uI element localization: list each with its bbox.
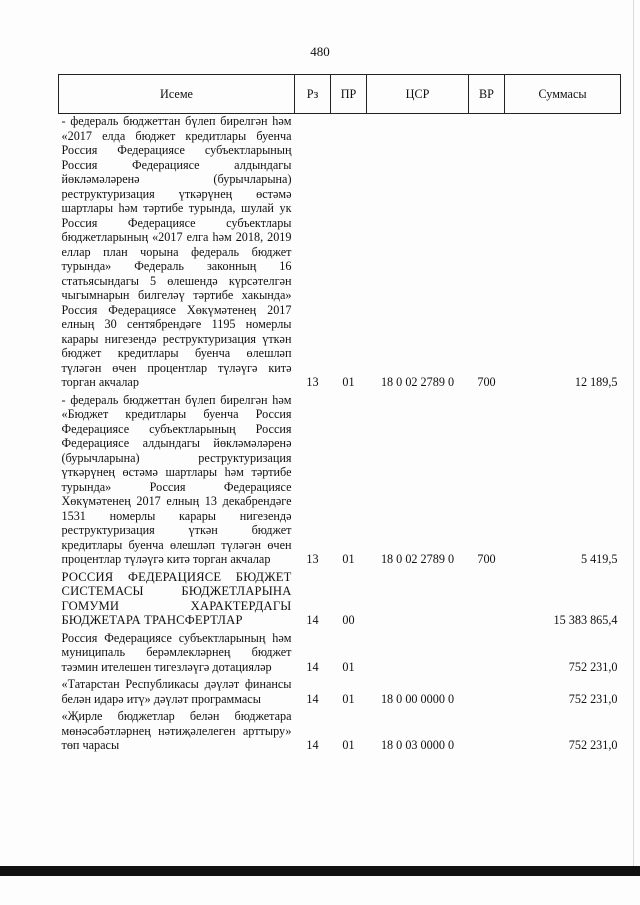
header-name: Исеме bbox=[59, 75, 295, 114]
row-sum: 752 231,0 bbox=[568, 659, 618, 674]
row-name: - федераль бюджеттан бүлеп бирелгән һәм «2017 елда бюджет кредитлары буенча Россия Федерациясе субъектларының Россия Федерациясе алдындагы йөкләмәләренә (бурычларына) реструктуризация үткәрүнең өстәмә шартлары һәм тәртибе турында, шулай ук Россия Федерациясе субъектлары бюджетларының «2017 елга һәм 2018, 2019 еллар план чорына федераль бюджет турында» Федераль законның 16 статьясындагы 5 өлешендә күрсәтелгән чыгымнарын билгеләү тәртибе хакында» Россия Федерациясе Хөкүмәтенең 2017 елның 30 сентябрендәге 1195 номерлы карары нигезендә реструктуризация үткән бюджет кредитлары буенча өлешләп түләгән өчен процентлар түләүгә китә торган акчалар bbox=[61, 114, 292, 389]
table-header-row bbox=[59, 75, 621, 114]
row-sum: 15 383 865,4 bbox=[553, 613, 618, 627]
header-rz: Рз bbox=[295, 75, 331, 114]
scan-bottom-bar bbox=[0, 866, 640, 876]
row-rz: 14 bbox=[306, 691, 319, 706]
row-pr: 00 bbox=[342, 613, 355, 627]
table-row bbox=[59, 567, 621, 628]
row-pr: 01 bbox=[342, 659, 355, 674]
row-pr: 01 bbox=[342, 552, 355, 566]
header-sum: Суммасы bbox=[505, 75, 621, 114]
row-pr: 01 bbox=[342, 738, 355, 752]
table-row bbox=[59, 628, 621, 675]
row-sum: 752 231,0 bbox=[568, 738, 618, 752]
row-sum: 12 189,5 bbox=[574, 375, 618, 389]
header-csr: ЦСР bbox=[367, 75, 469, 114]
row-csr: 18 0 02 2789 0 bbox=[380, 552, 455, 566]
row-vr bbox=[469, 706, 505, 753]
scan-edge-line bbox=[633, 0, 634, 866]
row-csr: 18 0 00 0000 0 bbox=[380, 691, 455, 706]
row-vr bbox=[469, 628, 505, 675]
row-csr bbox=[367, 567, 469, 628]
row-rz: 13 bbox=[306, 375, 319, 389]
row-vr: 700 bbox=[477, 552, 496, 566]
row-pr: 01 bbox=[342, 375, 355, 389]
row-name: - федераль бюджеттан бүлеп бирелгән һәм «Бюджет кредитлары буенча Россия Федерациясе субъектларының Россия Федерациясе алдындагы йөкләмәләренә (бурычларына) реструктуризация үткәрүнең өстәмә шартлары һәм тәртибе турында» Россия Федерациясе Хөкүмәтенең 2017 елның 13 декабрендәге 1531 номерлы карары нигезендә реструктуризация үткән бюджет кредитлары буенча өлешләп түләгән өчен процентлар түләүгә китә торган акчалар bbox=[61, 392, 292, 566]
table-row bbox=[59, 390, 621, 567]
row-sum: 5 419,5 bbox=[580, 552, 618, 566]
header-vr: ВР bbox=[469, 75, 505, 114]
table-row bbox=[59, 706, 621, 753]
row-rz: 14 bbox=[306, 738, 319, 752]
row-csr bbox=[367, 628, 469, 675]
row-vr bbox=[469, 567, 505, 628]
row-pr: 01 bbox=[342, 691, 355, 706]
row-vr bbox=[469, 674, 505, 706]
row-sum: 752 231,0 bbox=[568, 691, 618, 706]
page-number: 480 bbox=[310, 44, 330, 59]
table-row bbox=[59, 114, 621, 390]
budget-table bbox=[58, 74, 621, 753]
table-row bbox=[59, 674, 621, 706]
row-rz: 13 bbox=[306, 552, 319, 566]
row-vr: 700 bbox=[477, 375, 496, 389]
row-name: Россия Федерациясе субъектларының һәм муниципаль берәмлекләрнең бюджет тәэмин ителешен тигезләүгә дотацияләр bbox=[61, 630, 292, 674]
row-rz: 14 bbox=[306, 613, 319, 627]
row-csr: 18 0 03 0000 0 bbox=[380, 738, 455, 752]
row-csr: 18 0 02 2789 0 bbox=[380, 375, 455, 389]
header-pr: ПР bbox=[331, 75, 367, 114]
row-name: «Татарстан Республикасы дәүләт финансы белән идарә итү» дәүләт программасы bbox=[61, 677, 292, 706]
row-name: «Җирле бюджетлар белән бюджетара мөнәсәбәтләрнең нәтиҗәлелеген арттыру» төп чарасы bbox=[61, 709, 292, 752]
row-name: РОССИЯ ФЕДЕРАЦИЯСЕ БЮДЖЕТ СИСТЕМАСЫ БЮДЖЕТЛАРЫНА ГОМУМИ ХАРАКТЕРДАГЫ БЮДЖЕТАРА ТРАНСФЕРТЛАР bbox=[61, 569, 292, 627]
row-rz: 14 bbox=[306, 659, 319, 674]
